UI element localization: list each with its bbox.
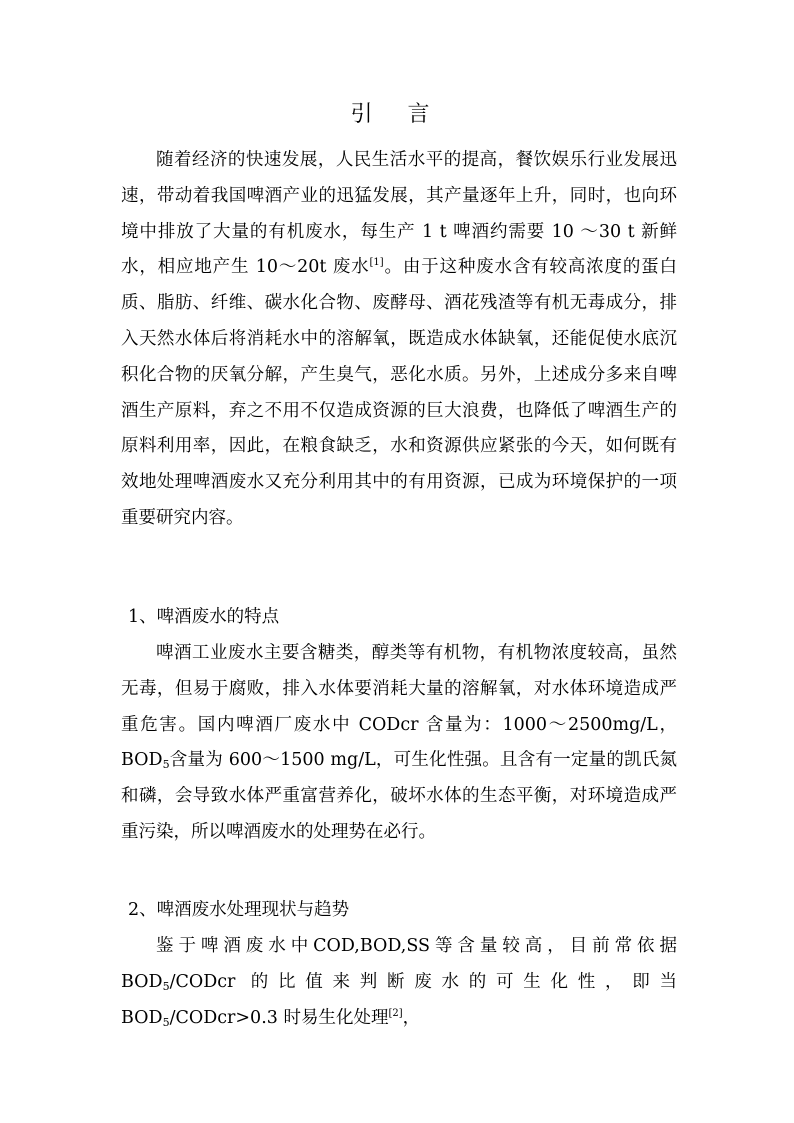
section-1-paragraph [121, 636, 677, 851]
page-title: 引 言 [350, 102, 444, 127]
section-2-paragraph [121, 929, 677, 1036]
section-1-text-b: 含量为 600～1500 mg/L，可生化性强。且含有一定量的凯氏氮和磷，会导致水体严重富营养化，破坏水体的生态平衡，对环境造成严重污染，所以啤酒废水的处理势在必行。 [121, 750, 677, 842]
intro-text: 随着经济的快速发展，人民生活水平的提高，餐饮娱乐行业发展迅速，带动着我国啤酒产业的迅猛发展，其产量逐年上升，同时，也向环境中排放了大量的有机废水，每生产 1 t 啤酒约需要 10 ～30 t 新鲜水，相应地产生 10～20t 废水 [121, 150, 677, 278]
section-2-text-b: /CODcr 的比值来判断废水的可生化性，即当BOD [121, 971, 677, 1028]
section-2-heading: 2、啤酒废水处理现状与趋势 [128, 900, 350, 920]
section-1-heading: 1、啤酒废水的特点 [128, 607, 280, 627]
section-2-text-a: 鉴于啤酒废水中COD,BOD,SS等含量较高，目前常依据BOD [121, 936, 677, 992]
section-1-subscript: 5 [162, 758, 170, 772]
section-2-subscript-a: 5 [162, 979, 170, 993]
section-1-text-a: 啤酒工业废水主要含糖类，醇类等有机物，有机物浓度较高，虽然无毒，但易于腐败，排入水体要消耗大量的溶解氧，对水体环境造成严重危害。国内啤酒厂废水中 CODcr 含量为：1000～2500mg/L，BOD [121, 643, 677, 771]
section-2-text-d: ， [402, 1007, 421, 1028]
section-2-subscript-b: 5 [162, 1015, 170, 1029]
citation-1[interactable]: [1] [369, 257, 384, 269]
citation-2[interactable]: [2] [388, 1007, 403, 1019]
section-2-text-c: /CODcr>0.3 时易生化处理 [169, 1007, 389, 1028]
intro-paragraph [121, 143, 677, 537]
intro-text-after: 。由于这种废水含有较高浓度的蛋白质、脂肪、纤维、碳水化合物、废酵母、酒花残渣等有机无毒成分，排入天然水体后将消耗水中的溶解氧，既造成水体缺氧，还能促使水底沉积化合物的厌氧分解，产生臭气，恶化水质。另外，上述成分多来自啤酒生产原料，弃之不用不仅造成资源的巨大浪费，也降低了啤酒生产的原料利用率，因此，在粮食缺乏，水和资源供应紧张的今天，如何既有效地处理啤酒废水又充分利用其中的有用资源，已成为环境保护的一项重要研究内容。 [121, 257, 677, 528]
